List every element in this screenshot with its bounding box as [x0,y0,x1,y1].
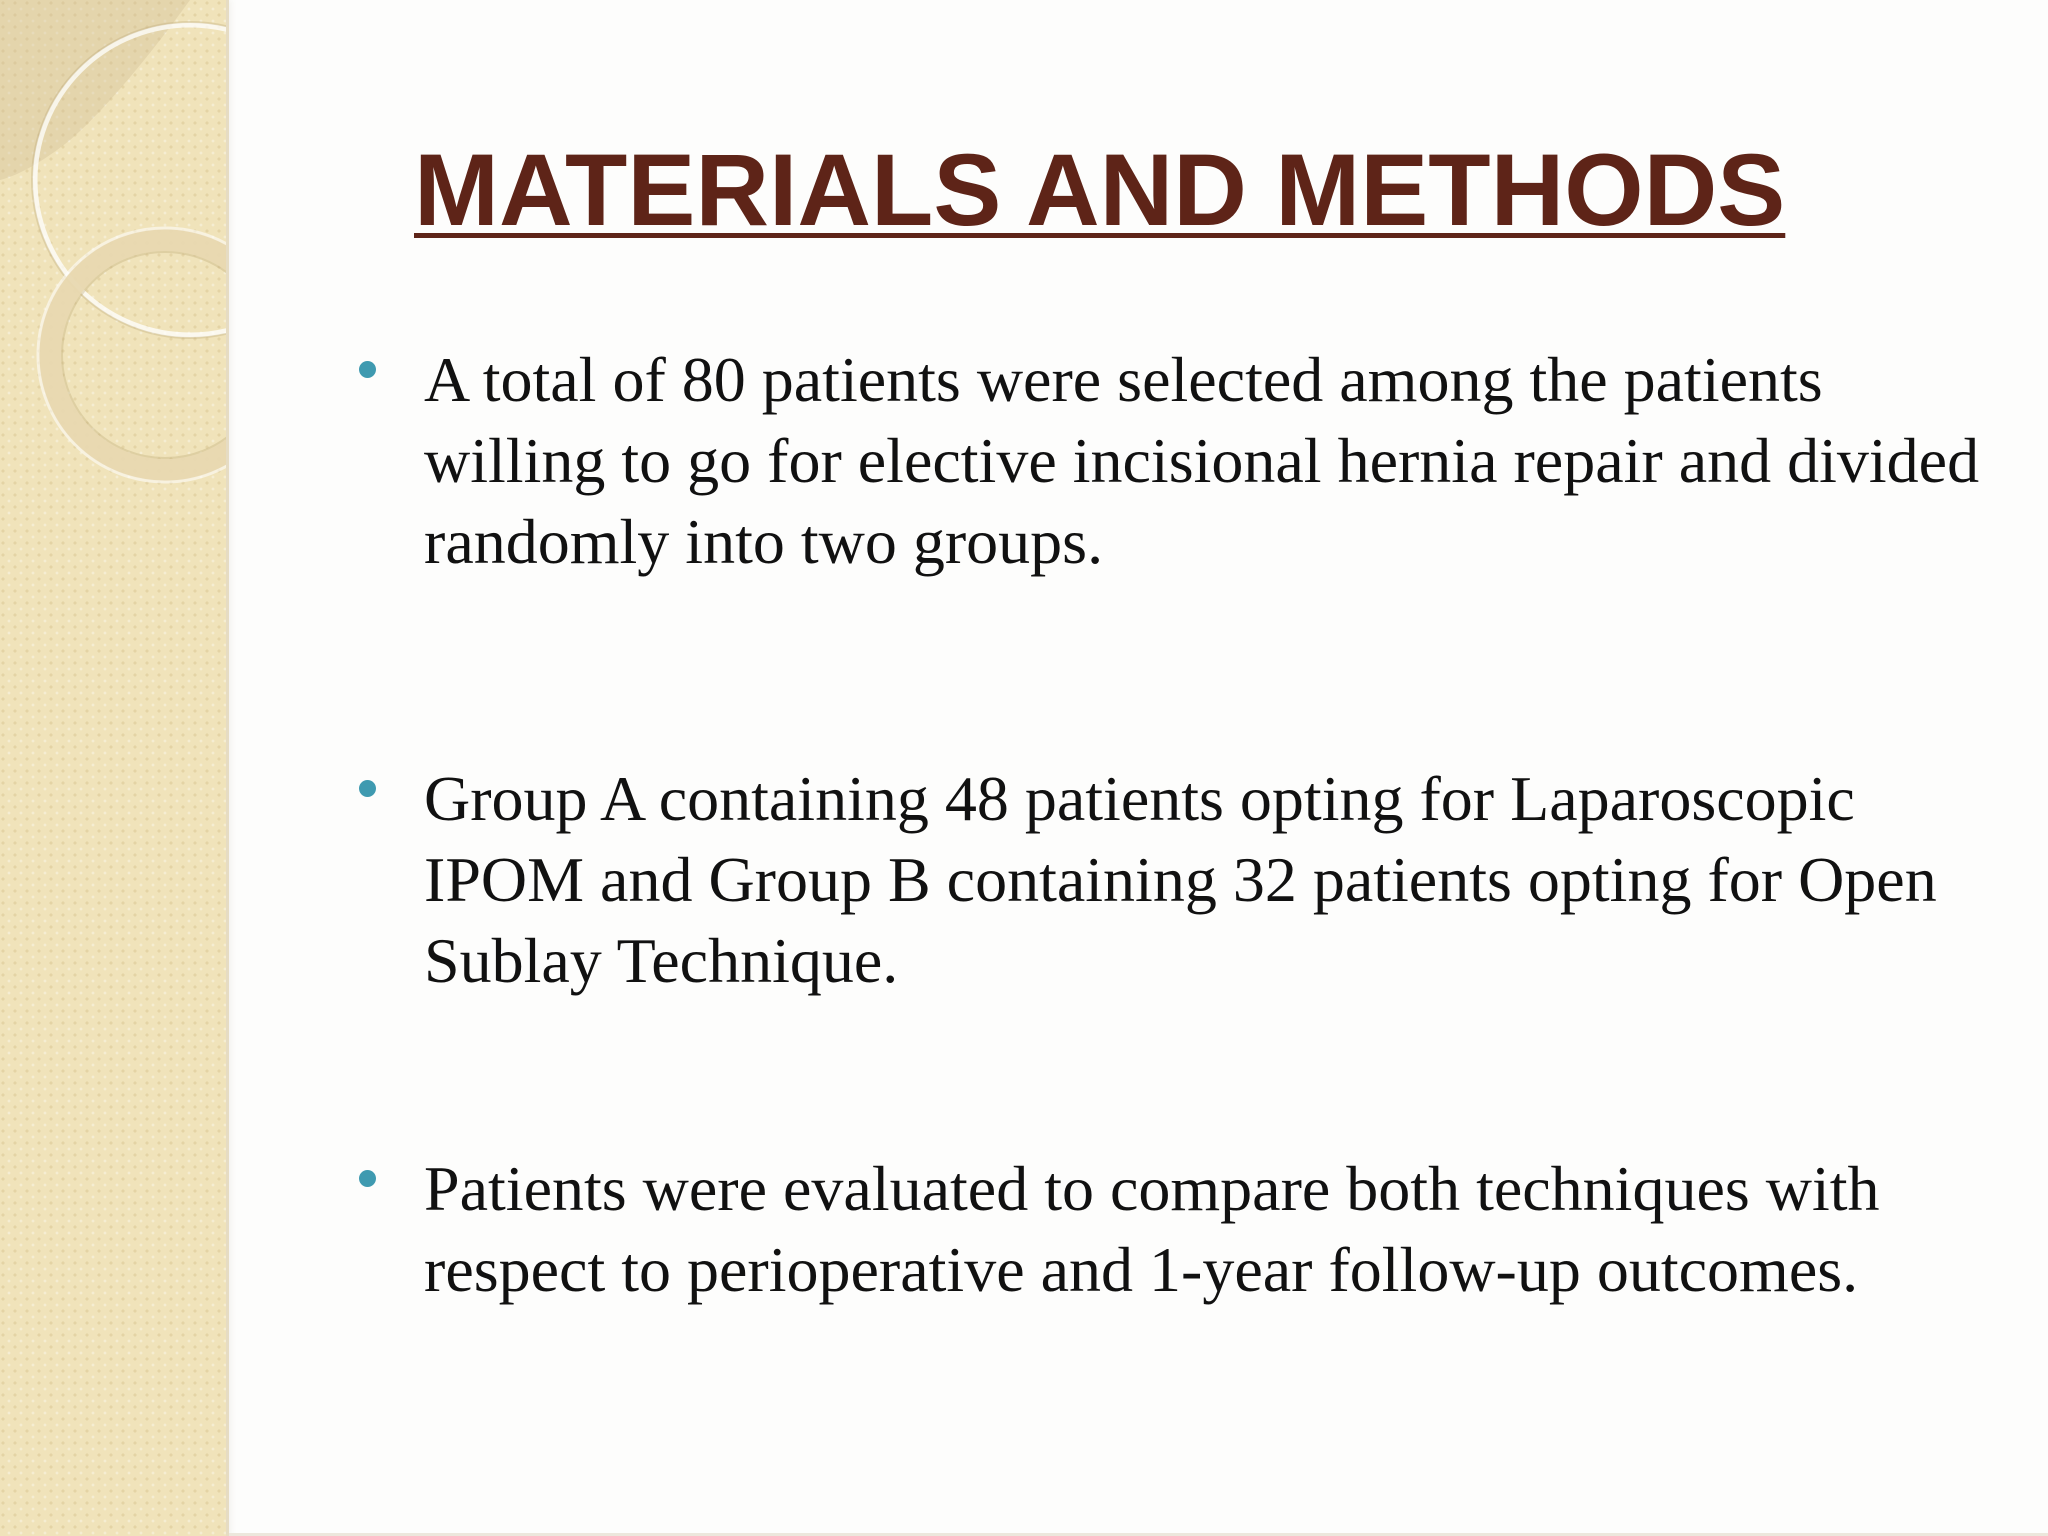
bullet-text: Group A containing 48 patients opting for Laparoscopic IPOM and Group B containing 32 patients opting for Open Sublay Technique. [424,763,1937,996]
bullet-dot-icon [359,1170,376,1187]
slide-title: MATERIALS AND METHODS [414,133,1786,247]
bullet-text: Patients were evaluated to compare both techniques with respect to perioperative and 1-year follow-up outcomes. [424,1153,1880,1305]
bullet-dot-icon [359,780,376,797]
decorative-rings-graphic [0,0,226,520]
bullet-text: A total of 80 patients were selected among the patients willing to go for elective incisional hernia repair and divided randomly into two groups. [424,344,1980,577]
slide-content [229,0,2048,1536]
bullet-dot-icon [359,361,376,378]
decorative-side-panel [0,0,229,1536]
bullet-list [229,0,2048,1536]
